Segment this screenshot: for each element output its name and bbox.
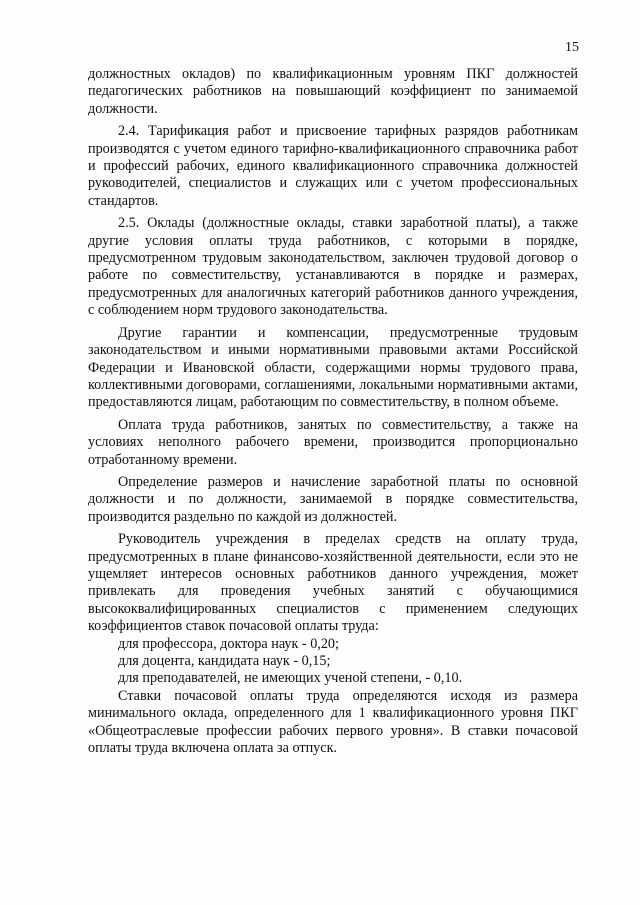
paragraph-2-4: 2.4. Тарификация работ и присвоение тарифных разрядов работникам производятся с учетом единого тарифно-квалификационного справочника работ и профессий рабочих, единого квалификационного справочника должностей руководителей, специалистов и служащих или с учетом профессиональных стандартов. [88,123,578,209]
rate-docent: для доцента, кандидата наук - 0,15; [118,653,331,669]
document-body [88,66,578,757]
rate-lecturer: для преподавателей, не имеющих ученой степени, - 0,10. [118,670,463,687]
paragraph-guarantees: Другие гарантии и компенсации, предусмотренные трудовым законодательством и иными нормативными правовыми актами Российской Федерации и Ивановской области, содержащими нормы трудового права, коллективными договорами, соглашениями, локальными нормативными актами, предоставляются лицам, работающим по совместительству, в полном объеме. [88,324,578,411]
rate-professor: для профессора, доктора наук - 0,20; [118,635,339,652]
paragraph-hourly-rates: Ставки почасовой оплаты труда определяются исходя из размера минимального оклада, определенного для 1 квалификационного уровня ПКГ «Общеотраслевые профессии рабочих первого уровня». В ставки почасовой оплаты труда включена оплата за отпуск. [88,687,578,757]
page-number: 15 [565,40,579,55]
paragraph-hourly-specialists: Руководитель учреждения в пределах средств на оплату труда, предусмотренных в плане финансово-хозяйственной деятельности, если это не ущемляет интересов основных работников данного учреждения, может привлекать для проведения учебных занятий с обучающимися высококвалифицированных специалистов с применением следующих коэффициентов ставок почасовой оплаты труда: [88,531,578,635]
paragraph-part-time-pay: Оплата труда работников, занятых по совместительству, а также на условиях неполного рабочего времени, производится пропорционально отработанному времени. [88,416,578,468]
paragraph-continuation: должностных окладов) по квалификационным уровням ПКГ должностей педагогических работников на повышающий коэффициент по занимаемой должности. [88,66,578,117]
paragraph-salary-calculation: Определение размеров и начисление заработной платы по основной должности и по должности, занимаемой в порядке совместительства, производится раздельно по каждой из должностей. [88,473,578,525]
paragraph-2-5: 2.5. Оклады (должностные оклады, ставки заработной платы), а также другие условия оплаты труда работников, с которыми в порядке, предусмотренном трудовым законодательством, заключен трудовой договор о работе по совместительству, устанавливаются в порядке и размерах, предусмотренных для аналогичных категорий работников данного учреждения, с соблюдением норм трудового законодательства. [88,215,578,319]
